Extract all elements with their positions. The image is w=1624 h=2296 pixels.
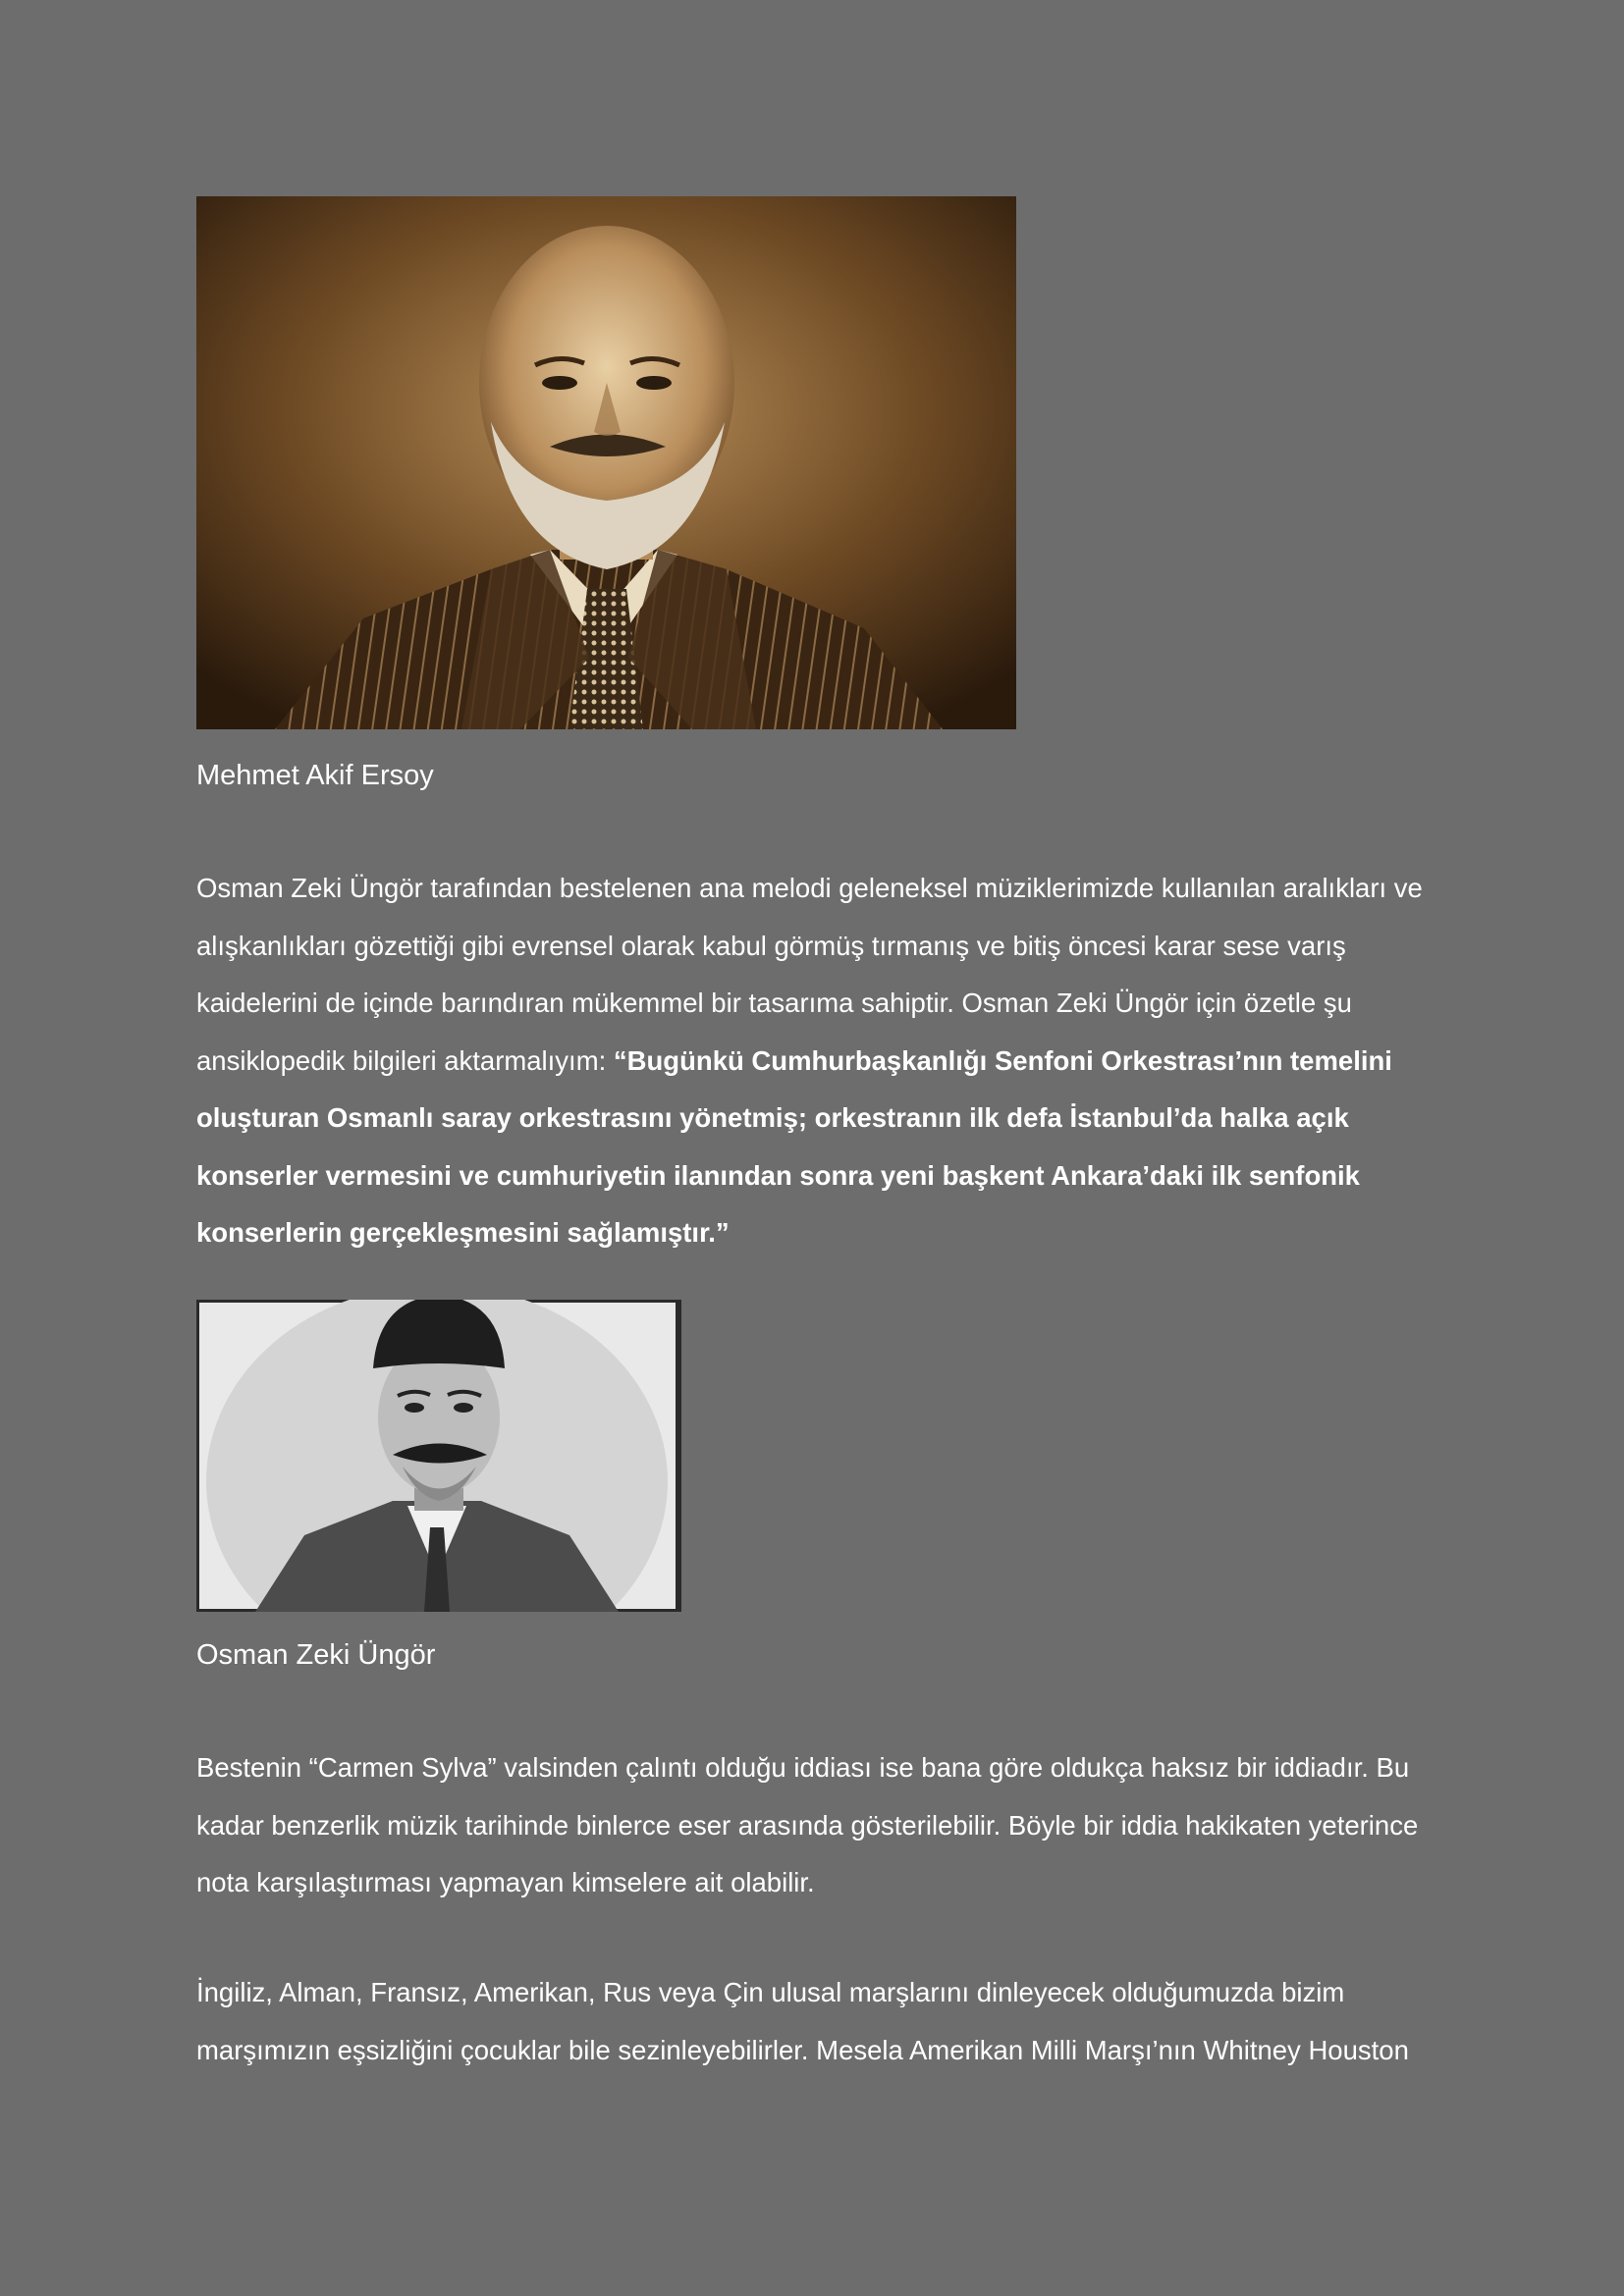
paragraph-text: Osman Zeki Üngör tarafından bestelenen ana melodi geleneksel müziklerimizde kullanılan aralıkları ve alışkanlıkları gözettiği gibi evrensel olarak kabul görmüş tırmanış ve bitiş öncesi karar sese varış kaidelerini de içinde barındıran mükemmel bir tasarıma sahiptir. Osman Zeki Üngör için özetle şu ansiklopedik bilgileri aktarmalıyım: [196, 873, 1423, 1076]
paragraph: İngiliz, Alman, Fransız, Amerikan, Rus veya Çin ulusal marşlarını dinleyecek olduğumuzda bizim marşımızın eşsizliğini çocuklar bile sezinleyebilirler. Mesela Amerikan Milli Marşı’nın Whitney Houston [196, 1977, 1409, 2065]
portrait-photo-mehmet-akif-ersoy [196, 196, 1016, 729]
figure-caption: Mehmet Akif Ersoy [196, 760, 434, 791]
paragraph-bold-quote: “Bugünkü Cumhurbaşkanlığı Senfoni Orkestrası’nın temelini oluşturan Osmanlı saray orkestrasını yönetmiş; orkestranın ilk defa İstanbul’da halka açık konserler vermesini ve cumhuriyetin ilanından sonra yeni başkent Ankara’daki ilk senfonik konserlerin gerçekleşmesini sağlamıştır.” [196, 1044, 1392, 1248]
paragraph: Bestenin “Carmen Sylva” valsinden çalıntı olduğu iddiası ise bana göre oldukça haksız bir iddiadır. Bu kadar benzerlik müzik tarihinde binlerce eser arasında gösterilebilir. Böyle bir iddia hakikaten yeterince nota karşılaştırması yapmayan kimselere ait olabilir. [196, 1752, 1419, 1897]
paragraph [196, 860, 1434, 1262]
figure-caption: Osman Zeki Üngör [196, 1639, 436, 1671]
portrait-photo-osman-zeki-ungor [196, 1300, 681, 1612]
